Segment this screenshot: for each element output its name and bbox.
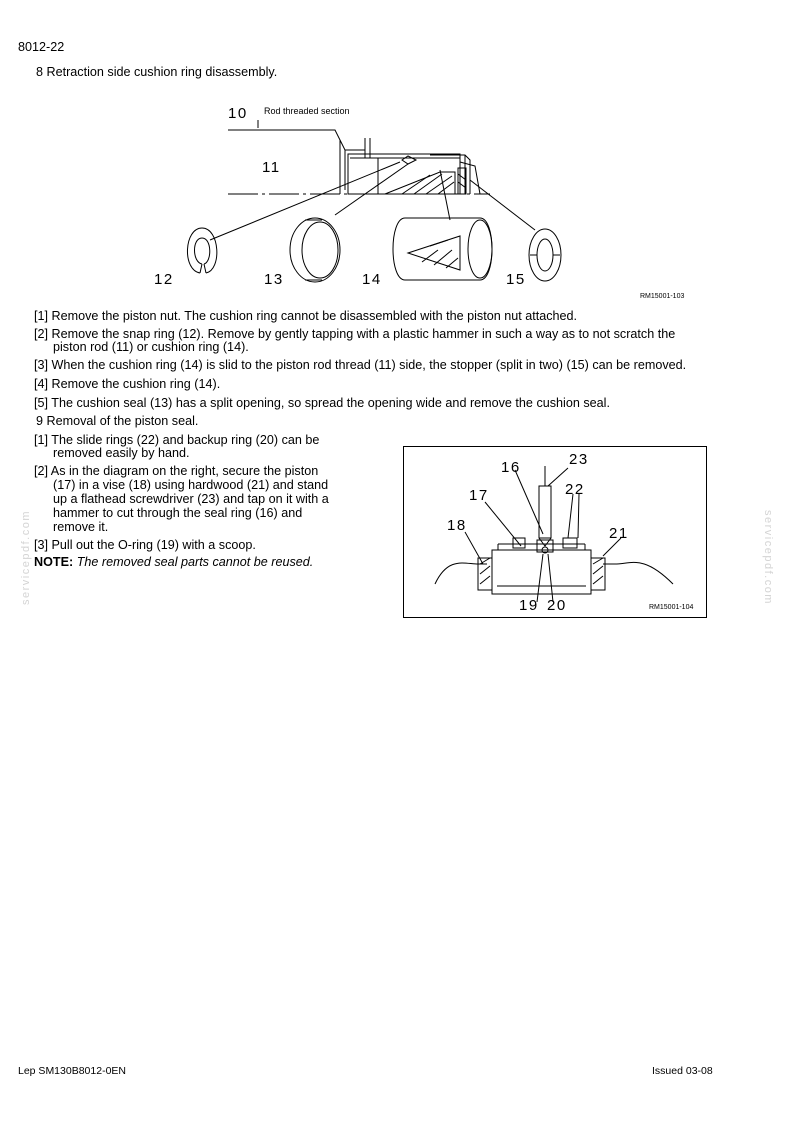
s9-step-2-line2: (17) in a vise (18) using hardwood (21) and stand [53,478,329,492]
section-8-heading: 8 Retraction side cushion ring disassembly. [36,65,278,79]
s8-step-2-cont: piston rod (11) or cushion ring (14). [53,340,249,354]
label-23: 23 [569,451,589,468]
piston-seal-diagram [403,446,707,618]
footer-issued: Issued 03-08 [652,1065,713,1077]
s9-step-2-line3: up a flathead screwdriver (23) and tap on it with a [53,492,329,506]
label-13: 13 [264,271,284,288]
label-10: 10 [228,105,248,122]
s9-step-2: [2] As in the diagram on the right, secure the piston [34,464,319,478]
figure-2-caption: RM15001-104 [649,604,694,611]
cushion-ring-diagram [140,100,700,305]
label-15: 15 [506,271,526,288]
figure-1-caption: RM15001-103 [640,293,685,300]
s8-step-4: [4] Remove the cushion ring (14). [34,377,221,391]
label-20: 20 [547,597,567,614]
label-16: 16 [501,459,521,476]
label-11: 11 [262,159,281,176]
label-18: 18 [447,517,467,534]
section-9-heading: 9 Removal of the piston seal. [36,414,199,428]
note [34,555,313,569]
note-text: The removed seal parts cannot be reused. [76,555,314,569]
rod-threaded-label: Rod threaded section [264,106,350,116]
s9-step-2-line4: hammer to cut through the seal ring (16) and [53,506,303,520]
s8-step-5: [5] The cushion seal (13) has a split opening, so spread the opening wide and remove the cushion seal. [34,396,610,410]
s8-step-2: [2] Remove the snap ring (12). Remove by gently tapping with a plastic hammer in such a way as to not scratch the [34,327,676,341]
watermark-left: servicepdf.com [20,510,32,605]
label-17: 17 [469,487,489,504]
label-22: 22 [565,481,585,498]
s9-step-1-cont: removed easily by hand. [53,446,190,460]
s8-step-3: [3] When the cushion ring (14) is slid to the piston rod thread (11) side, the stopper (split in two) (15) can be removed. [34,358,687,372]
note-label: NOTE: [34,555,74,569]
page-code: 8012-22 [18,40,65,54]
watermark-right: servicepdf.com [762,510,774,605]
label-14: 14 [362,271,382,288]
label-19: 19 [519,597,539,614]
s9-step-3: [3] Pull out the O-ring (19) with a scoop. [34,538,256,552]
s9-step-2-line5: remove it. [53,520,109,534]
label-21: 21 [609,525,629,542]
s9-step-1: [1] The slide rings (22) and backup ring (20) can be [34,433,320,447]
label-12: 12 [154,271,174,288]
footer-doc-id: Lep SM130B8012-0EN [18,1065,126,1077]
s8-step-1: [1] Remove the piston nut. The cushion ring cannot be disassembled with the piston nut attached. [34,309,578,323]
